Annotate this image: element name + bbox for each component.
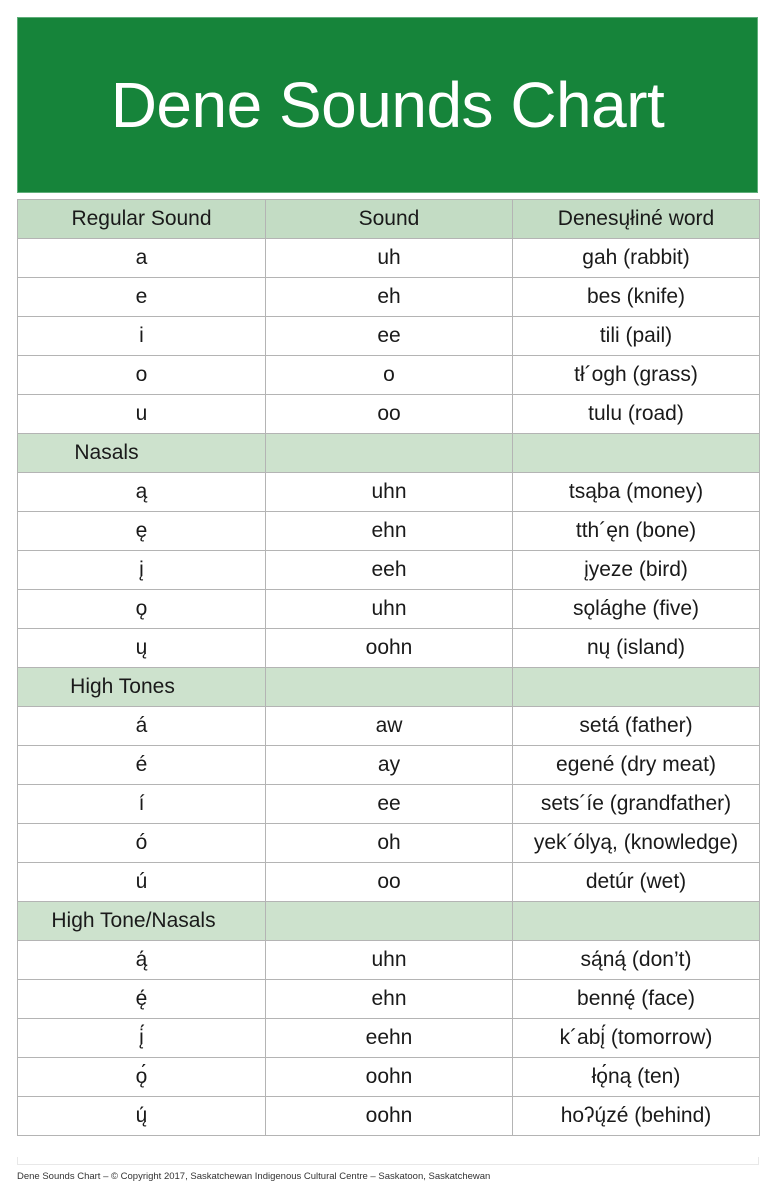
- regular-sound-cell: ą́: [18, 941, 266, 980]
- table-row: [18, 863, 760, 902]
- word-cell: sets´íe (grandfather): [513, 785, 760, 824]
- regular-sound-cell: ú: [18, 863, 266, 902]
- table-row: [18, 629, 760, 668]
- word-cell: sǫlághe (five): [513, 590, 760, 629]
- word-cell: yek´ólyą, (knowledge): [513, 824, 760, 863]
- table-row: [18, 395, 760, 434]
- empty-cell: [513, 668, 760, 707]
- sounds-table: [17, 199, 760, 1136]
- word-cell: tili (pail): [513, 317, 760, 356]
- empty-cell: [266, 902, 513, 941]
- table-row: [18, 512, 760, 551]
- sound-cell: uhn: [266, 473, 513, 512]
- sound-cell: ee: [266, 785, 513, 824]
- sound-cell: oo: [266, 863, 513, 902]
- page-title: Dene Sounds Chart: [110, 69, 665, 141]
- sound-cell: ehn: [266, 980, 513, 1019]
- sound-cell: uh: [266, 239, 513, 278]
- copyright-footer: Dene Sounds Chart – © Copyright 2017, Saskatchewan Indigenous Cultural Centre – Saskatoon, Saskatchewan: [17, 1171, 491, 1182]
- sound-cell: eeh: [266, 551, 513, 590]
- section-label: Nasals: [18, 434, 266, 473]
- title-banner: [17, 17, 758, 193]
- table-row: [18, 1019, 760, 1058]
- regular-sound-cell: i: [18, 317, 266, 356]
- regular-sound-cell: ę: [18, 512, 266, 551]
- sound-cell: aw: [266, 707, 513, 746]
- regular-sound-cell: o: [18, 356, 266, 395]
- table-row: [18, 1097, 760, 1136]
- sound-cell: ee: [266, 317, 513, 356]
- sound-cell: eehn: [266, 1019, 513, 1058]
- table-row: [18, 980, 760, 1019]
- sound-cell: oohn: [266, 1058, 513, 1097]
- column-header-regular-sound: Regular Sound: [18, 200, 266, 239]
- regular-sound-cell: u: [18, 395, 266, 434]
- section-header-nasals: [18, 434, 760, 473]
- table-row: [18, 551, 760, 590]
- sound-cell: ay: [266, 746, 513, 785]
- empty-cell: [266, 668, 513, 707]
- word-cell: hoʔų́zé (behind): [513, 1097, 760, 1136]
- empty-cell: [513, 902, 760, 941]
- regular-sound-cell: į́: [18, 1019, 266, 1058]
- empty-cell: [513, 434, 760, 473]
- table-header-row: [18, 200, 760, 239]
- word-cell: detúr (wet): [513, 863, 760, 902]
- regular-sound-cell: į: [18, 551, 266, 590]
- word-cell: tł´ogh (grass): [513, 356, 760, 395]
- regular-sound-cell: ǫ: [18, 590, 266, 629]
- regular-sound-cell: ó: [18, 824, 266, 863]
- regular-sound-cell: é: [18, 746, 266, 785]
- word-cell: tsąba (money): [513, 473, 760, 512]
- empty-cell: [266, 434, 513, 473]
- sound-cell: uhn: [266, 590, 513, 629]
- regular-sound-cell: ǫ́: [18, 1058, 266, 1097]
- table-row: [18, 317, 760, 356]
- sound-cell: oo: [266, 395, 513, 434]
- table-row: [18, 941, 760, 980]
- column-header-denesuline-word: Denesųłiné word: [513, 200, 760, 239]
- table-row: [18, 278, 760, 317]
- word-cell: tulu (road): [513, 395, 760, 434]
- column-header-sound: Sound: [266, 200, 513, 239]
- regular-sound-cell: a: [18, 239, 266, 278]
- word-cell: są́ną́ (don’t): [513, 941, 760, 980]
- table-row: [18, 707, 760, 746]
- word-cell: įyeze (bird): [513, 551, 760, 590]
- word-cell: bennę́ (face): [513, 980, 760, 1019]
- regular-sound-cell: e: [18, 278, 266, 317]
- section-header-high-tones: [18, 668, 760, 707]
- word-cell: nų (island): [513, 629, 760, 668]
- word-cell: k´abį́ (tomorrow): [513, 1019, 760, 1058]
- word-cell: egené (dry meat): [513, 746, 760, 785]
- word-cell: tth´ęn (bone): [513, 512, 760, 551]
- word-cell: setá (father): [513, 707, 760, 746]
- table-row: [18, 824, 760, 863]
- table-bottom-strip: [17, 1157, 759, 1165]
- sound-cell: oohn: [266, 629, 513, 668]
- word-cell: łǫ́ną (ten): [513, 1058, 760, 1097]
- table-row: [18, 1058, 760, 1097]
- sound-cell: oh: [266, 824, 513, 863]
- table-row: [18, 785, 760, 824]
- regular-sound-cell: ų́: [18, 1097, 266, 1136]
- regular-sound-cell: ų: [18, 629, 266, 668]
- table-row: [18, 473, 760, 512]
- regular-sound-cell: ę́: [18, 980, 266, 1019]
- sound-cell: oohn: [266, 1097, 513, 1136]
- sound-cell: eh: [266, 278, 513, 317]
- section-label: High Tones: [18, 668, 266, 707]
- regular-sound-cell: ą: [18, 473, 266, 512]
- regular-sound-cell: á: [18, 707, 266, 746]
- table-row: [18, 356, 760, 395]
- regular-sound-cell: í: [18, 785, 266, 824]
- sound-cell: o: [266, 356, 513, 395]
- table-row: [18, 590, 760, 629]
- sound-cell: uhn: [266, 941, 513, 980]
- section-header-high-tone-nasals: [18, 902, 760, 941]
- sound-cell: ehn: [266, 512, 513, 551]
- table-row: [18, 746, 760, 785]
- section-label: High Tone/Nasals: [18, 902, 266, 941]
- table-row: [18, 239, 760, 278]
- word-cell: bes (knife): [513, 278, 760, 317]
- word-cell: gah (rabbit): [513, 239, 760, 278]
